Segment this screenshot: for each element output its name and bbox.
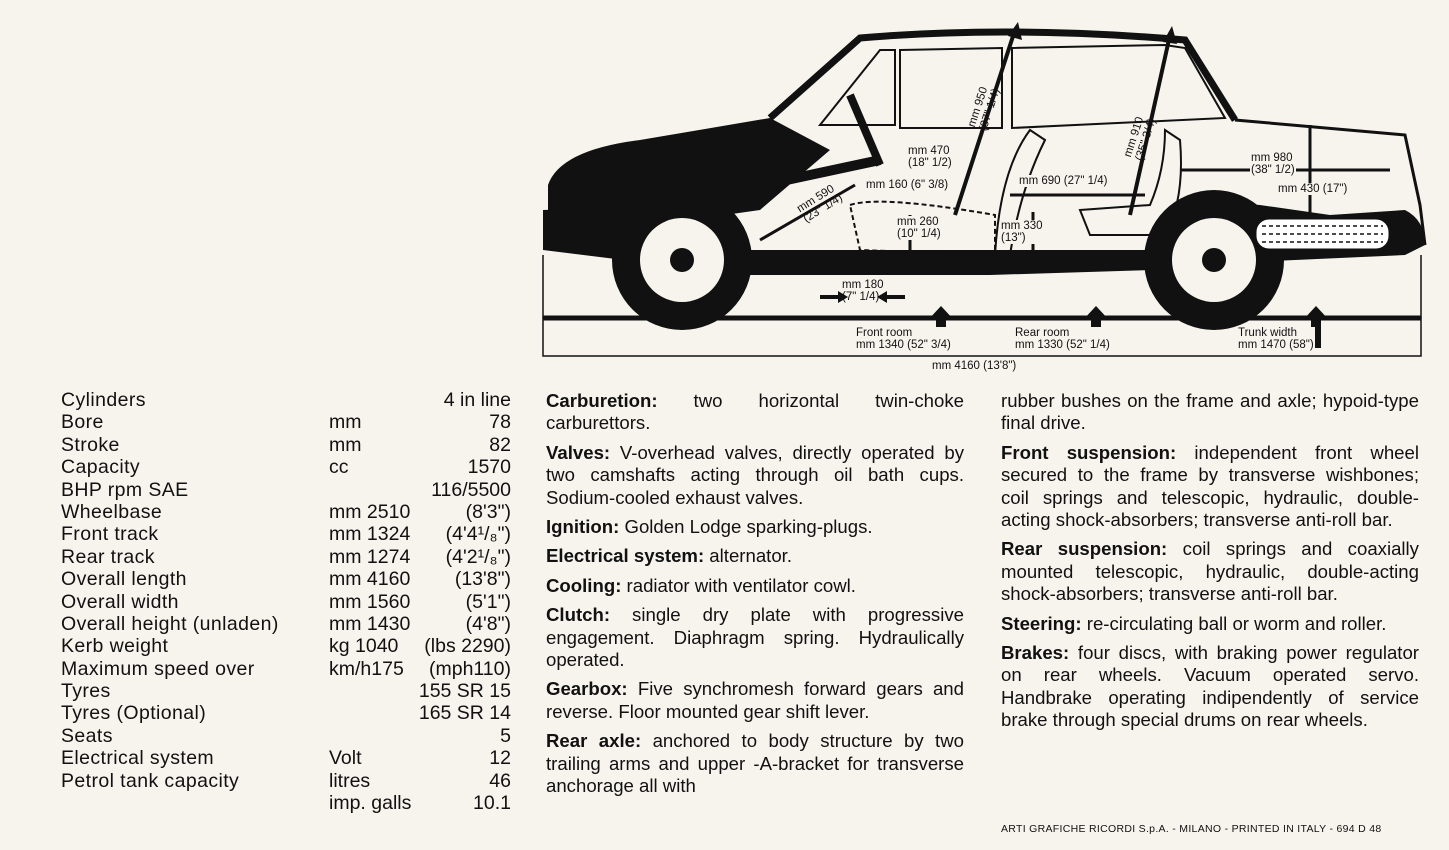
paragraph-steering <box>1001 613 1419 635</box>
spec-unit: litres <box>329 769 371 792</box>
spec-row <box>61 434 511 456</box>
spec-unit: imp. galls <box>329 792 412 815</box>
spec-row <box>61 613 511 635</box>
spec-value: (5'1") <box>465 590 511 613</box>
spec-row <box>61 591 511 613</box>
heading: Valves: <box>546 441 611 463</box>
body-text: Golden Lodge sparking-plugs. <box>619 516 873 538</box>
spec-label: Capacity <box>61 456 141 479</box>
spec-row <box>61 770 511 792</box>
spec-label: Kerb weight <box>61 635 169 658</box>
body-text: alternator. <box>704 545 792 567</box>
spec-label: Front track <box>61 523 159 546</box>
spec-unit <box>329 725 419 747</box>
spec-row <box>61 680 511 702</box>
pedal-180-label: mm 180 (7" 1/4) <box>842 279 884 303</box>
spec-row <box>61 546 511 568</box>
spec-label: BHP rpm SAE <box>61 478 189 501</box>
spec-unit: mm 1274 <box>329 545 411 568</box>
spec-label: Maximum speed over <box>61 657 255 680</box>
spec-row <box>61 523 511 545</box>
spec-label: Petrol tank capacity <box>61 769 240 792</box>
front-470-label: mm 470 (18" 1/2) <box>908 145 952 169</box>
paragraph-valves <box>546 442 964 509</box>
spec-unit: cc <box>329 456 349 479</box>
spec-label: Tyres <box>61 680 111 703</box>
spec-row <box>61 658 511 680</box>
paragraph-rear-suspension <box>1001 538 1419 605</box>
spec-unit: mm 1430 <box>329 612 411 635</box>
spec-unit: mm 2510 <box>329 500 411 523</box>
paragraph-rear-axle-cont <box>1001 390 1419 435</box>
car-side-view-drawing <box>0 0 1449 380</box>
spec-label: Wheelbase <box>61 500 163 523</box>
trunk-width-label: Trunk width mm 1470 (58") <box>1238 327 1314 351</box>
spec-row <box>61 792 511 814</box>
spec-text-column-3 <box>1001 390 1419 739</box>
body-text: Five synchromesh forward gears and reverse. Floor mounted gear shift lever. <box>546 678 964 722</box>
spec-value: 4 in line <box>443 389 511 411</box>
spec-label: Overall length <box>61 568 187 591</box>
spec-row <box>61 456 511 478</box>
paragraph-carburetion <box>546 390 964 435</box>
rear-330-label: mm 330 (13") <box>1001 220 1043 244</box>
spec-value: (mph110) <box>428 657 511 680</box>
spec-label: Cylinders <box>61 389 146 411</box>
heading: Ignition: <box>546 516 620 538</box>
spec-value: 78 <box>489 411 511 434</box>
body-text: radiator with ventilator cowl. <box>621 574 856 596</box>
spec-value: 116/5500 <box>431 478 511 501</box>
spec-row <box>61 411 511 433</box>
spec-unit: mm 4160 <box>329 568 411 591</box>
body-text: independent front wheel secured to the frame by transverse wishbones; coil springs and telescopic, hydraulic, double-acting shock-absorbers; transverse anti-roll bar. <box>1001 441 1419 531</box>
spec-value: (8'3") <box>465 500 511 523</box>
seat-260-label: mm 260 (10" 1/4) <box>897 216 941 240</box>
spec-value: (4'2¹/₈") <box>445 545 511 568</box>
spec-row <box>61 725 511 747</box>
heading: Rear suspension: <box>1001 538 1168 560</box>
spec-unit: Volt <box>329 747 362 770</box>
heading: Front suspension: <box>1001 441 1177 463</box>
body-text: rubber bushes on the frame and axle; hypoid-type final drive. <box>1001 390 1419 434</box>
paragraph-front-suspension <box>1001 442 1419 532</box>
body-text: two horizontal twin-choke carburettors. <box>546 390 964 434</box>
rear-room-label: Rear room mm 1330 (52" 1/4) <box>1015 327 1110 351</box>
spec-label: Stroke <box>61 433 120 456</box>
spec-unit: mm <box>329 411 362 434</box>
body-text: single dry plate with progressive engagement. Diaphragm spring. Hydraulically operated. <box>546 604 964 671</box>
rear-690-label: mm 690 (27" 1/4) <box>1019 175 1108 187</box>
spec-label: Rear track <box>61 545 155 568</box>
body-text: four discs, with braking power regulator on rear wheels. Vacuum operated servo. Handbrake operating indipendently of service brake through special drums on rear wheels. <box>1001 642 1419 731</box>
spec-value: (4'4¹/₈") <box>445 523 511 546</box>
heading: Clutch: <box>546 604 611 626</box>
spec-row <box>61 568 511 590</box>
spec-row <box>61 702 511 724</box>
spec-value: (lbs 2290) <box>424 635 511 658</box>
paragraph-brakes <box>1001 642 1419 732</box>
spec-label: Seats <box>61 724 113 747</box>
spec-row <box>61 501 511 523</box>
body-text: anchored to body structure by two trailing arms and upper -A-bracket for transverse anchorage all with <box>546 730 964 797</box>
spec-row <box>61 479 511 501</box>
spec-row <box>61 635 511 657</box>
headroom-front-label: mm 950 (37" 1/4) <box>966 85 1003 133</box>
paragraph-ignition <box>546 516 964 538</box>
spec-value: 82 <box>489 433 511 456</box>
spec-unit <box>329 702 419 724</box>
spec-unit: mm <box>329 433 362 456</box>
spec-unit: kg 1040 <box>329 635 399 658</box>
spec-row <box>61 747 511 769</box>
spec-value: 155 SR 15 <box>418 680 511 703</box>
spec-unit: mm 1324 <box>329 523 411 546</box>
paragraph-gearbox <box>546 678 964 723</box>
paragraph-clutch <box>546 604 964 671</box>
front-160-label: mm 160 (6" 3/8) <box>866 179 949 191</box>
spec-value: (13'8") <box>454 568 511 591</box>
spec-unit: km/h175 <box>329 657 404 680</box>
spec-label: Overall width <box>61 590 179 613</box>
body-text: coil springs and coaxially mounted telescopic, hydraulic, double-acting shock-absorbers; transverse anti-roll bar. <box>1001 538 1419 605</box>
spec-label: Tyres (Optional) <box>61 702 207 725</box>
car-dimension-diagram <box>0 0 1449 380</box>
heading: Rear axle: <box>546 730 642 752</box>
spec-label: Overall height (unladen) <box>61 612 279 635</box>
heading: Cooling: <box>546 574 622 596</box>
trunk-430-label: mm 430 (17") <box>1278 183 1348 195</box>
heading: Carburetion: <box>546 390 658 411</box>
headroom-rear-label: mm 910 (35" 3/4) <box>1122 115 1159 163</box>
spec-unit <box>329 479 419 501</box>
overall-length-label: mm 4160 (13'8") <box>932 360 1017 372</box>
spec-label: Bore <box>61 411 104 434</box>
body-text: V-overhead valves, directly operated by two camshafts acting through oil bath cups. Sodium-cooled exhaust valves. <box>546 441 964 508</box>
printer-imprint: ARTI GRAFICHE RICORDI S.p.A. - MILANO - PRINTED IN ITALY - 694 D 48 <box>1001 823 1382 835</box>
front-room-label: Front room mm 1340 (52" 3/4) <box>856 327 951 351</box>
trunk-980-label: mm 980 (38" 1/2) <box>1251 152 1295 176</box>
front-leg-label: mm 590 (23" 1/4) <box>795 182 845 226</box>
heading: Electrical system: <box>546 545 705 567</box>
spec-label <box>61 792 329 814</box>
heading: Brakes: <box>1001 642 1070 664</box>
paragraph-rear-axle <box>546 730 964 797</box>
paragraph-cooling <box>546 575 964 597</box>
spec-text-column-2 <box>546 390 964 805</box>
paragraph-electrical <box>546 545 964 567</box>
body-text: re-circulating ball or worm and roller. <box>1081 612 1387 634</box>
spec-unit <box>329 680 419 702</box>
heading: Gearbox: <box>546 678 628 700</box>
spec-value: 10.1 <box>473 792 511 815</box>
spec-table <box>61 389 511 814</box>
spec-value: 46 <box>489 769 511 792</box>
spec-unit: mm 1560 <box>329 590 411 613</box>
spec-value: 12 <box>489 747 511 770</box>
spec-value: 1570 <box>467 456 511 479</box>
spec-value: (4'8") <box>465 612 511 635</box>
spec-unit <box>329 389 419 411</box>
spec-row <box>61 389 511 411</box>
spec-value: 165 SR 14 <box>418 702 511 725</box>
spec-value: 5 <box>500 724 511 747</box>
heading: Steering: <box>1001 612 1082 634</box>
spec-label: Electrical system <box>61 747 215 770</box>
